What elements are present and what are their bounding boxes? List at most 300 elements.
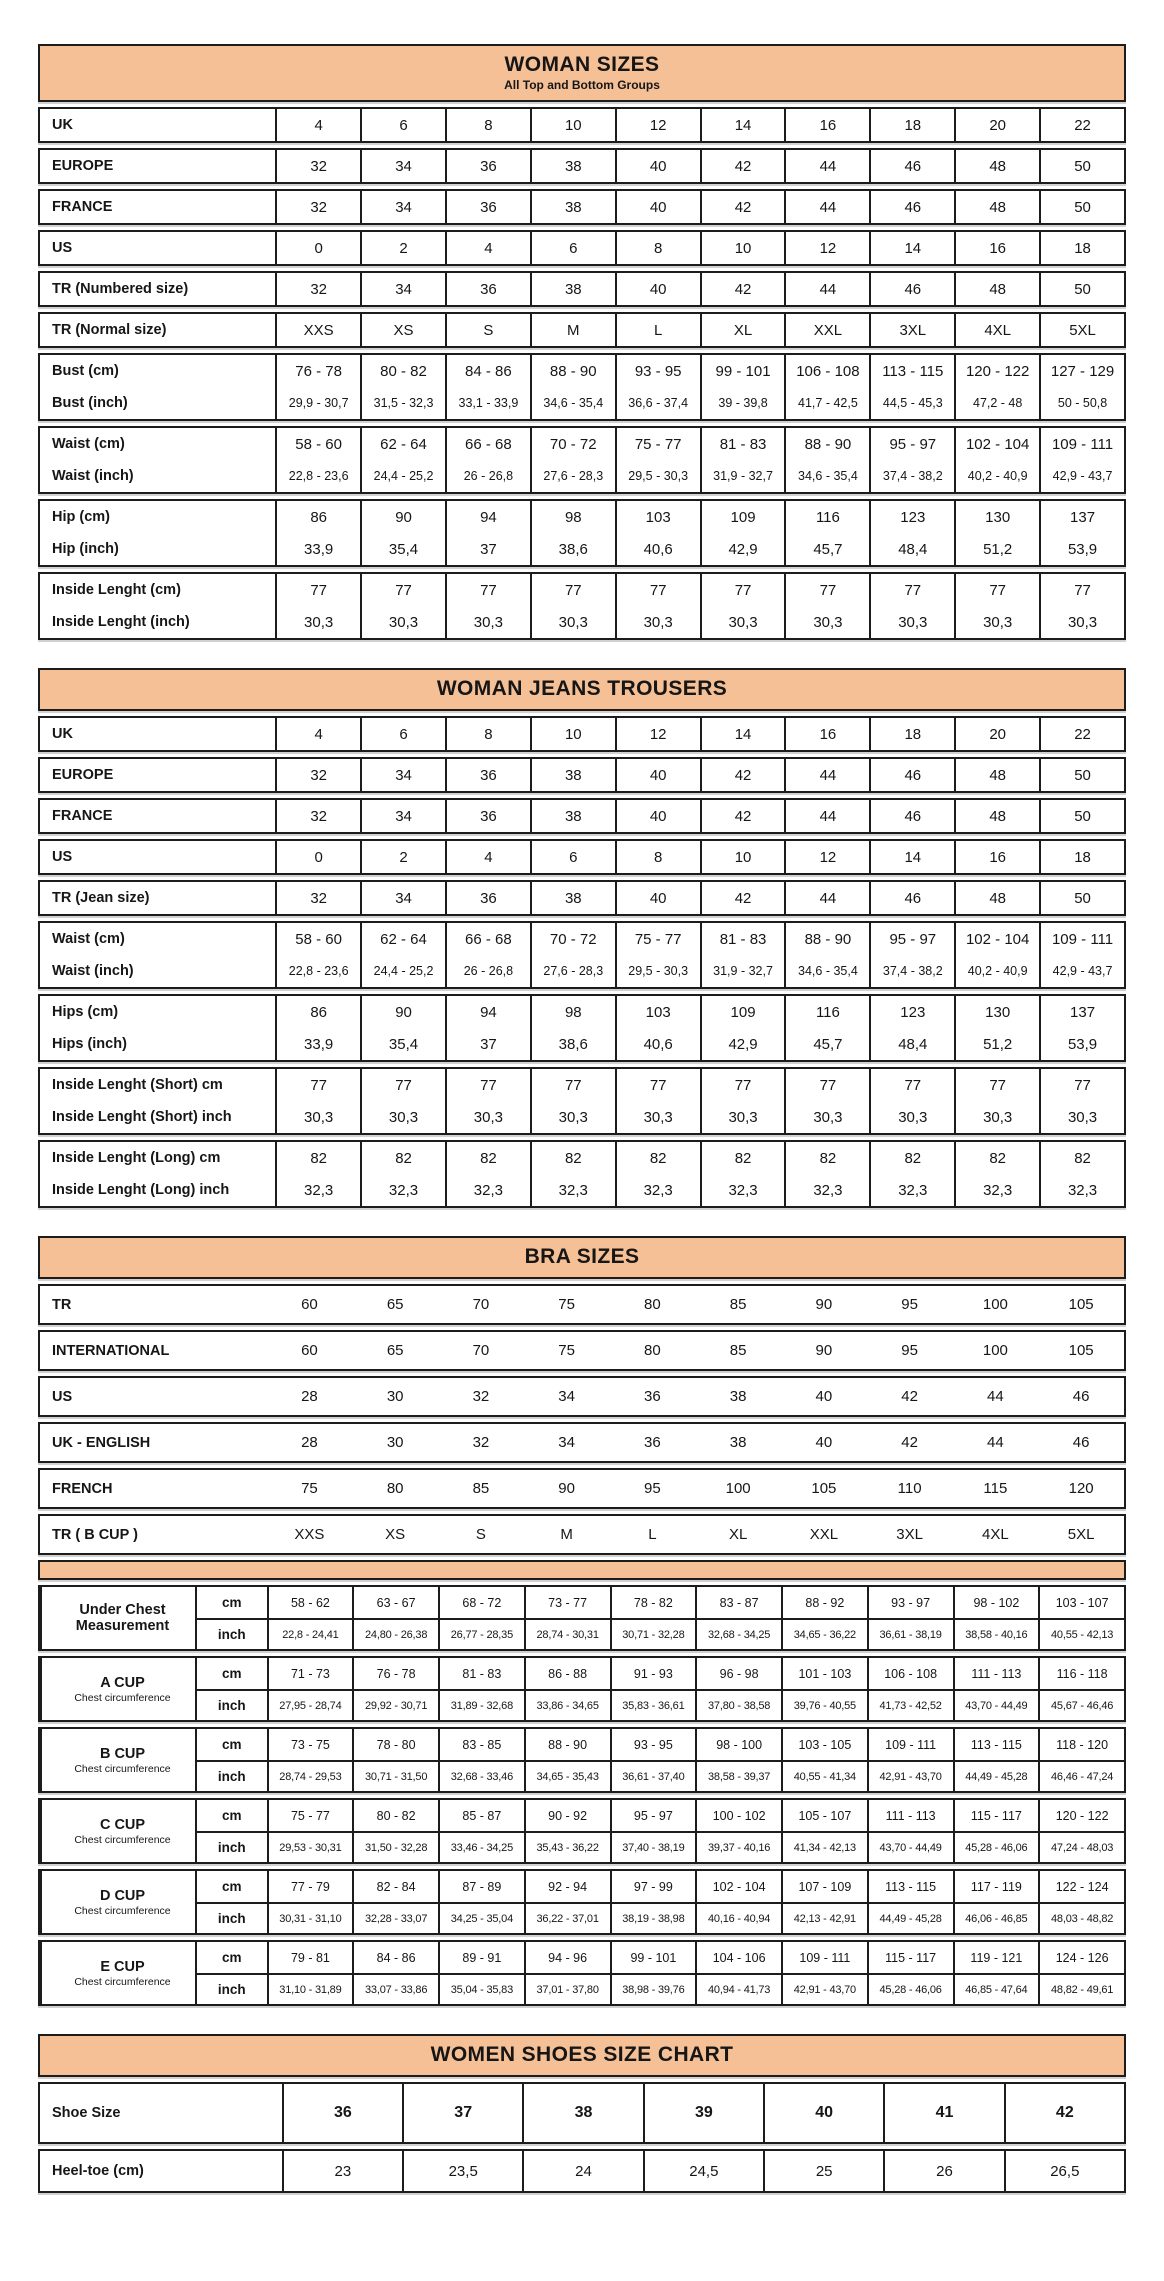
size-value: 48,4 <box>869 533 954 565</box>
unit-label-cm: cm <box>195 1871 267 1902</box>
size-value: 40 <box>815 1434 833 1451</box>
size-value: 0 <box>275 232 360 264</box>
size-value: 32,3 <box>445 1174 530 1206</box>
size-value: 38 <box>530 800 615 832</box>
size-value-cm: 118 - 120 <box>1038 1729 1124 1760</box>
unit-label-inch: inch <box>195 1902 267 1933</box>
table-band <box>38 1284 1126 1325</box>
size-value-inch: 34,65 - 35,43 <box>524 1760 610 1791</box>
size-value: L <box>648 1526 657 1543</box>
unit-label-cm: cm <box>195 1800 267 1831</box>
table-title: WOMAN SIZES <box>504 53 660 76</box>
table-row <box>40 759 1124 791</box>
size-value: 46 <box>869 150 954 182</box>
size-value: 30,3 <box>869 606 954 638</box>
size-value: 75 <box>558 1342 575 1359</box>
size-value: 90 <box>360 996 445 1028</box>
row-label: UK - ENGLISH <box>52 1434 151 1451</box>
size-value: 113 - 115 <box>869 355 954 387</box>
size-value: 24,4 - 25,2 <box>360 460 445 492</box>
size-value-cm: 82 - 84 <box>352 1871 438 1902</box>
table-band <box>38 107 1126 143</box>
size-value: 50 <box>1039 759 1124 791</box>
size-value: 70 - 72 <box>530 428 615 460</box>
size-value: 130 <box>954 501 1039 533</box>
size-value: 50 <box>1039 150 1124 182</box>
size-value: 29,5 - 30,3 <box>615 460 700 492</box>
size-value: 6 <box>530 232 615 264</box>
table-row <box>40 232 1124 264</box>
table-row <box>40 1516 1124 1553</box>
size-value: 36 <box>445 882 530 914</box>
row-label: TR ( B CUP ) <box>52 1526 138 1543</box>
size-value: 38 <box>530 191 615 223</box>
size-value-cm: 71 - 73 <box>267 1658 353 1689</box>
size-value: 94 <box>445 996 530 1028</box>
size-value: 12 <box>784 232 869 264</box>
size-value-cm: 86 - 88 <box>524 1658 610 1689</box>
table-band <box>38 1422 1126 1463</box>
size-value: 76 - 78 <box>275 355 360 387</box>
size-value: 98 <box>530 996 615 1028</box>
cup-label <box>40 1729 195 1791</box>
size-value-inch: 46,06 - 46,85 <box>953 1902 1039 1933</box>
size-value: 24,4 - 25,2 <box>360 955 445 987</box>
row-label: Waist (cm) <box>52 436 125 452</box>
row-label: US <box>52 1388 73 1405</box>
size-value: 23 <box>282 2151 402 2191</box>
size-value-inch: 38,58 - 39,37 <box>695 1760 781 1791</box>
size-value: 14 <box>700 718 785 750</box>
cup-label <box>40 1658 195 1720</box>
size-value: 46 <box>1072 1388 1090 1405</box>
size-value: 34 <box>360 759 445 791</box>
table-band <box>38 994 1126 1062</box>
table-row <box>40 501 1124 533</box>
size-value-cm: 109 - 111 <box>781 1942 867 1973</box>
unit-label-inch: inch <box>195 1689 267 1720</box>
size-value: 103 <box>615 501 700 533</box>
size-value: 38 <box>729 1388 747 1405</box>
size-value-cm: 77 - 79 <box>267 1871 353 1902</box>
size-value: 30,3 <box>784 1101 869 1133</box>
row-label: TR (Numbered size) <box>52 281 189 297</box>
cup-subtitle: Chest circumference <box>74 1762 171 1775</box>
size-value-cm: 113 - 115 <box>867 1871 953 1902</box>
row-label: UK <box>52 726 73 742</box>
size-value: 22 <box>1039 109 1124 141</box>
size-value: 120 <box>1068 1480 1094 1497</box>
size-value: 90 <box>815 1296 833 1313</box>
size-value: 0 <box>275 841 360 873</box>
cup-band <box>38 1727 1126 1793</box>
size-value-cm: 78 - 82 <box>610 1587 696 1618</box>
size-value-cm: 101 - 103 <box>781 1658 867 1689</box>
size-value: 32 <box>275 759 360 791</box>
size-value: 36 <box>445 273 530 305</box>
size-value: 77 <box>445 1069 530 1101</box>
cup-name: D CUP <box>99 1887 146 1904</box>
size-value: 24,5 <box>643 2151 763 2191</box>
size-value: 99 - 101 <box>700 355 785 387</box>
size-value: 42 <box>1004 2084 1124 2142</box>
table-row <box>40 273 1124 305</box>
table-band <box>38 2082 1126 2144</box>
size-value: 30,3 <box>615 1101 700 1133</box>
table-row <box>40 428 1124 460</box>
size-value-inch: 36,61 - 38,19 <box>867 1618 953 1649</box>
size-value: 77 <box>530 574 615 606</box>
size-value: 26 <box>883 2151 1003 2191</box>
cup-band <box>38 1798 1126 1864</box>
size-value: 32 <box>472 1434 490 1451</box>
table-row <box>40 460 1124 492</box>
size-value: 105 <box>811 1480 837 1497</box>
size-value: 8 <box>445 109 530 141</box>
bra-sizes-table <box>38 1236 1126 2006</box>
size-value: 6 <box>360 718 445 750</box>
size-value-cm: 91 - 93 <box>610 1658 696 1689</box>
size-value-inch: 29,92 - 30,71 <box>352 1689 438 1720</box>
unit-label-inch: inch <box>195 1618 267 1649</box>
size-value: 27,6 - 28,3 <box>530 955 615 987</box>
size-value: 42 <box>700 800 785 832</box>
size-chart-sheet <box>38 44 1126 2193</box>
size-value: 34,6 - 35,4 <box>784 460 869 492</box>
size-value: 32 <box>275 273 360 305</box>
size-value: 33,9 <box>275 1028 360 1060</box>
size-value-cm: 90 - 92 <box>524 1800 610 1831</box>
size-value: 41 <box>883 2084 1003 2142</box>
table-row <box>40 191 1124 223</box>
size-value: 26,5 <box>1004 2151 1124 2191</box>
size-value: 95 <box>901 1342 918 1359</box>
size-value: 30,3 <box>275 606 360 638</box>
size-value: 20 <box>954 109 1039 141</box>
size-value-inch: 32,28 - 33,07 <box>352 1902 438 1933</box>
size-value: 30,3 <box>1039 606 1124 638</box>
table-row <box>40 1028 1124 1060</box>
size-value: 42,9 <box>700 1028 785 1060</box>
orange-separator <box>38 1560 1126 1580</box>
size-value: 27,6 - 28,3 <box>530 460 615 492</box>
women-shoes-table <box>38 2034 1126 2193</box>
size-value: 48 <box>954 150 1039 182</box>
row-label: Bust (inch) <box>52 395 128 411</box>
row-label: Inside Lenght (Short) cm <box>52 1077 223 1093</box>
size-value: 32,3 <box>275 1174 360 1206</box>
unit-label-cm: cm <box>195 1942 267 1973</box>
size-value: 30,3 <box>530 606 615 638</box>
size-value: 115 <box>983 1480 1008 1497</box>
size-value: 39 <box>643 2084 763 2142</box>
size-value: 77 <box>275 574 360 606</box>
table-row <box>40 606 1124 638</box>
size-value-inch: 30,71 - 31,50 <box>352 1760 438 1791</box>
size-value-inch: 36,61 - 37,40 <box>610 1760 696 1791</box>
size-value: 50 <box>1039 191 1124 223</box>
size-value: 90 <box>360 501 445 533</box>
size-value: 32,3 <box>1039 1174 1124 1206</box>
size-value: 32,3 <box>954 1174 1039 1206</box>
size-value-cm: 102 - 104 <box>695 1871 781 1902</box>
size-value-inch: 42,91 - 43,70 <box>781 1973 867 2004</box>
size-value-cm: 63 - 67 <box>352 1587 438 1618</box>
table-row <box>40 387 1124 419</box>
table-band <box>38 230 1126 266</box>
size-value-cm: 113 - 115 <box>953 1729 1039 1760</box>
size-value-inch: 46,46 - 47,24 <box>1038 1760 1124 1791</box>
row-label: Inside Lenght (inch) <box>52 614 190 630</box>
size-value: 36 <box>445 800 530 832</box>
row-label: Bust (cm) <box>52 363 119 379</box>
size-value: 50 <box>1039 273 1124 305</box>
size-value-cm: 115 - 117 <box>953 1800 1039 1831</box>
woman-jeans-table <box>38 668 1126 1208</box>
size-value-inch: 38,19 - 38,98 <box>610 1902 696 1933</box>
table-band <box>38 921 1126 989</box>
size-value: 123 <box>869 996 954 1028</box>
size-value: 35,4 <box>360 1028 445 1060</box>
size-value: 77 <box>700 1069 785 1101</box>
table-subtitle: All Top and Bottom Groups <box>504 78 660 92</box>
size-value: XL <box>700 314 785 346</box>
size-value: 116 <box>784 996 869 1028</box>
size-value: 75 <box>301 1480 318 1497</box>
table-row <box>40 1286 1124 1323</box>
size-value: 85 <box>472 1480 490 1497</box>
size-value: 82 <box>530 1142 615 1174</box>
size-value: 31,5 - 32,3 <box>360 387 445 419</box>
size-value-cm: 81 - 83 <box>438 1658 524 1689</box>
size-value: 38 <box>729 1434 747 1451</box>
row-label: US <box>52 240 73 256</box>
size-value: 30,3 <box>869 1101 954 1133</box>
size-value: 24 <box>522 2151 642 2191</box>
row-label: Waist (cm) <box>52 931 125 947</box>
size-value: 44 <box>784 273 869 305</box>
size-value: 85 <box>729 1342 747 1359</box>
size-value-cm: 78 - 80 <box>352 1729 438 1760</box>
row-label: Waist (inch) <box>52 468 134 484</box>
size-value: 66 - 68 <box>445 428 530 460</box>
size-value: 38,6 <box>530 1028 615 1060</box>
table-row <box>40 1174 1124 1206</box>
size-value: 77 <box>615 574 700 606</box>
size-value: 95 - 97 <box>869 923 954 955</box>
size-value: 123 <box>869 501 954 533</box>
size-value: 42,9 - 43,7 <box>1039 955 1124 987</box>
size-value: 84 - 86 <box>445 355 530 387</box>
size-value: 77 <box>784 1069 869 1101</box>
size-value-cm: 68 - 72 <box>438 1587 524 1618</box>
size-value: 29,5 - 30,3 <box>615 955 700 987</box>
size-value: 42 <box>700 150 785 182</box>
size-value: 4 <box>275 109 360 141</box>
size-value-cm: 122 - 124 <box>1038 1871 1124 1902</box>
size-value: 30,3 <box>445 1101 530 1133</box>
size-value-inch: 37,80 - 38,58 <box>695 1689 781 1720</box>
size-value-cm: 119 - 121 <box>953 1942 1039 1973</box>
size-value: 60 <box>301 1296 318 1313</box>
size-value: 30,3 <box>700 606 785 638</box>
size-value-cm: 58 - 62 <box>267 1587 353 1618</box>
size-value-inch: 29,53 - 30,31 <box>267 1831 353 1862</box>
size-value-inch: 24,80 - 26,38 <box>352 1618 438 1649</box>
size-value: 48 <box>954 191 1039 223</box>
row-label: INTERNATIONAL <box>52 1342 170 1359</box>
size-value: 82 <box>275 1142 360 1174</box>
size-value: 88 - 90 <box>784 923 869 955</box>
size-value: 20 <box>954 718 1039 750</box>
size-value: 109 <box>700 501 785 533</box>
table-band <box>38 1140 1126 1208</box>
size-value: 90 <box>558 1480 575 1497</box>
size-value: 44,5 - 45,3 <box>869 387 954 419</box>
size-value: 93 - 95 <box>615 355 700 387</box>
size-value-inch: 32,68 - 33,46 <box>438 1760 524 1791</box>
table-row <box>40 2084 1124 2142</box>
size-value-cm: 96 - 98 <box>695 1658 781 1689</box>
size-value-inch: 37,01 - 37,80 <box>524 1973 610 2004</box>
size-value: 40,2 - 40,9 <box>954 460 1039 492</box>
size-value: 48 <box>954 273 1039 305</box>
size-value-cm: 88 - 92 <box>781 1587 867 1618</box>
row-label: Hip (inch) <box>52 541 119 557</box>
size-value: 37 <box>402 2084 522 2142</box>
size-value-cm: 103 - 105 <box>781 1729 867 1760</box>
size-value: 34 <box>360 882 445 914</box>
size-value-cm: 83 - 85 <box>438 1729 524 1760</box>
size-value: 38 <box>530 882 615 914</box>
size-value-inch: 44,49 - 45,28 <box>953 1760 1039 1791</box>
table-row <box>40 109 1124 141</box>
size-value-inch: 26,77 - 28,35 <box>438 1618 524 1649</box>
size-value: XXS <box>275 314 360 346</box>
size-value: 109 <box>700 996 785 1028</box>
size-value-cm: 104 - 106 <box>695 1942 781 1973</box>
size-value: 85 <box>729 1296 747 1313</box>
size-value-inch: 32,68 - 34,25 <box>695 1618 781 1649</box>
size-value: 34,6 - 35,4 <box>530 387 615 419</box>
size-value: 137 <box>1039 501 1124 533</box>
size-value-cm: 95 - 97 <box>610 1800 696 1831</box>
size-value-cm: 80 - 82 <box>352 1800 438 1831</box>
size-value: 44 <box>784 759 869 791</box>
table-row <box>40 1470 1124 1507</box>
size-value-cm: 120 - 122 <box>1038 1800 1124 1831</box>
cup-name: A CUP <box>100 1674 145 1691</box>
size-value: XS <box>360 314 445 346</box>
size-value-inch: 40,55 - 42,13 <box>1038 1618 1124 1649</box>
size-value: 40 <box>615 273 700 305</box>
size-value: 130 <box>954 996 1039 1028</box>
size-value-cm: 99 - 101 <box>610 1942 696 1973</box>
row-label: Inside Lenght (Short) inch <box>52 1109 232 1125</box>
table-row <box>40 882 1124 914</box>
size-value-inch: 31,89 - 32,68 <box>438 1689 524 1720</box>
size-value-cm: 106 - 108 <box>867 1658 953 1689</box>
row-label: TR <box>52 1296 72 1313</box>
size-value: 82 <box>869 1142 954 1174</box>
size-value: 44 <box>784 800 869 832</box>
size-value-inch: 40,94 - 41,73 <box>695 1973 781 2004</box>
size-value: 38 <box>530 273 615 305</box>
table-band <box>38 1330 1126 1371</box>
size-value-cm: 94 - 96 <box>524 1942 610 1973</box>
size-value: 66 - 68 <box>445 923 530 955</box>
size-value: 32 <box>275 191 360 223</box>
size-value: 44 <box>987 1434 1004 1451</box>
table-band <box>38 880 1126 916</box>
size-value: 30,3 <box>1039 1101 1124 1133</box>
size-value: S <box>475 1526 486 1543</box>
size-value-inch: 37,40 - 38,19 <box>610 1831 696 1862</box>
size-value: 77 <box>275 1069 360 1101</box>
size-value: 30 <box>386 1434 404 1451</box>
size-value: 32 <box>472 1388 490 1405</box>
size-value: 22 <box>1039 718 1124 750</box>
size-value: 40 <box>615 800 700 832</box>
size-value: 39 - 39,8 <box>700 387 785 419</box>
size-value: 16 <box>784 109 869 141</box>
size-value: 77 <box>530 1069 615 1101</box>
size-value-cm: 92 - 94 <box>524 1871 610 1902</box>
size-value: 100 <box>982 1342 1008 1359</box>
size-value: 95 - 97 <box>869 428 954 460</box>
row-label: Hips (cm) <box>52 1004 119 1020</box>
row-label: Inside Lenght (cm) <box>52 582 181 598</box>
size-value: 40 <box>815 1388 833 1405</box>
size-value-inch: 40,55 - 41,34 <box>781 1760 867 1791</box>
table-band <box>38 572 1126 640</box>
cup-label <box>40 1800 195 1862</box>
table-row <box>40 996 1124 1028</box>
size-value-cm: 107 - 109 <box>781 1871 867 1902</box>
size-value: 38 <box>530 150 615 182</box>
size-value-cm: 97 - 99 <box>610 1871 696 1902</box>
row-label: FRENCH <box>52 1480 113 1497</box>
size-value: 77 <box>954 574 1039 606</box>
row-label: UK <box>52 117 73 133</box>
size-value: L <box>615 314 700 346</box>
size-value-cm: 117 - 119 <box>953 1871 1039 1902</box>
size-value: 109 - 111 <box>1039 923 1124 955</box>
table-band <box>38 1067 1126 1135</box>
size-value: 77 <box>360 574 445 606</box>
size-value: 38 <box>522 2084 642 2142</box>
size-value: 37 <box>445 1028 530 1060</box>
table-header <box>38 2034 1126 2077</box>
size-value: 18 <box>1039 232 1124 264</box>
size-value: 98 <box>530 501 615 533</box>
table-band <box>38 148 1126 184</box>
table-row <box>40 150 1124 182</box>
size-value: 86 <box>275 996 360 1028</box>
size-value: 40 <box>615 882 700 914</box>
size-value: 44 <box>987 1388 1004 1405</box>
size-value: 22,8 - 23,6 <box>275 460 360 492</box>
size-value: 18 <box>869 718 954 750</box>
cup-label <box>40 1942 195 2004</box>
cup-band <box>38 1656 1126 1722</box>
table-band <box>38 353 1126 421</box>
size-value-inch: 48,03 - 48,82 <box>1038 1902 1124 1933</box>
size-value: 16 <box>954 232 1039 264</box>
size-value: 22,8 - 23,6 <box>275 955 360 987</box>
size-value: 38,6 <box>530 533 615 565</box>
size-value: 8 <box>615 841 700 873</box>
